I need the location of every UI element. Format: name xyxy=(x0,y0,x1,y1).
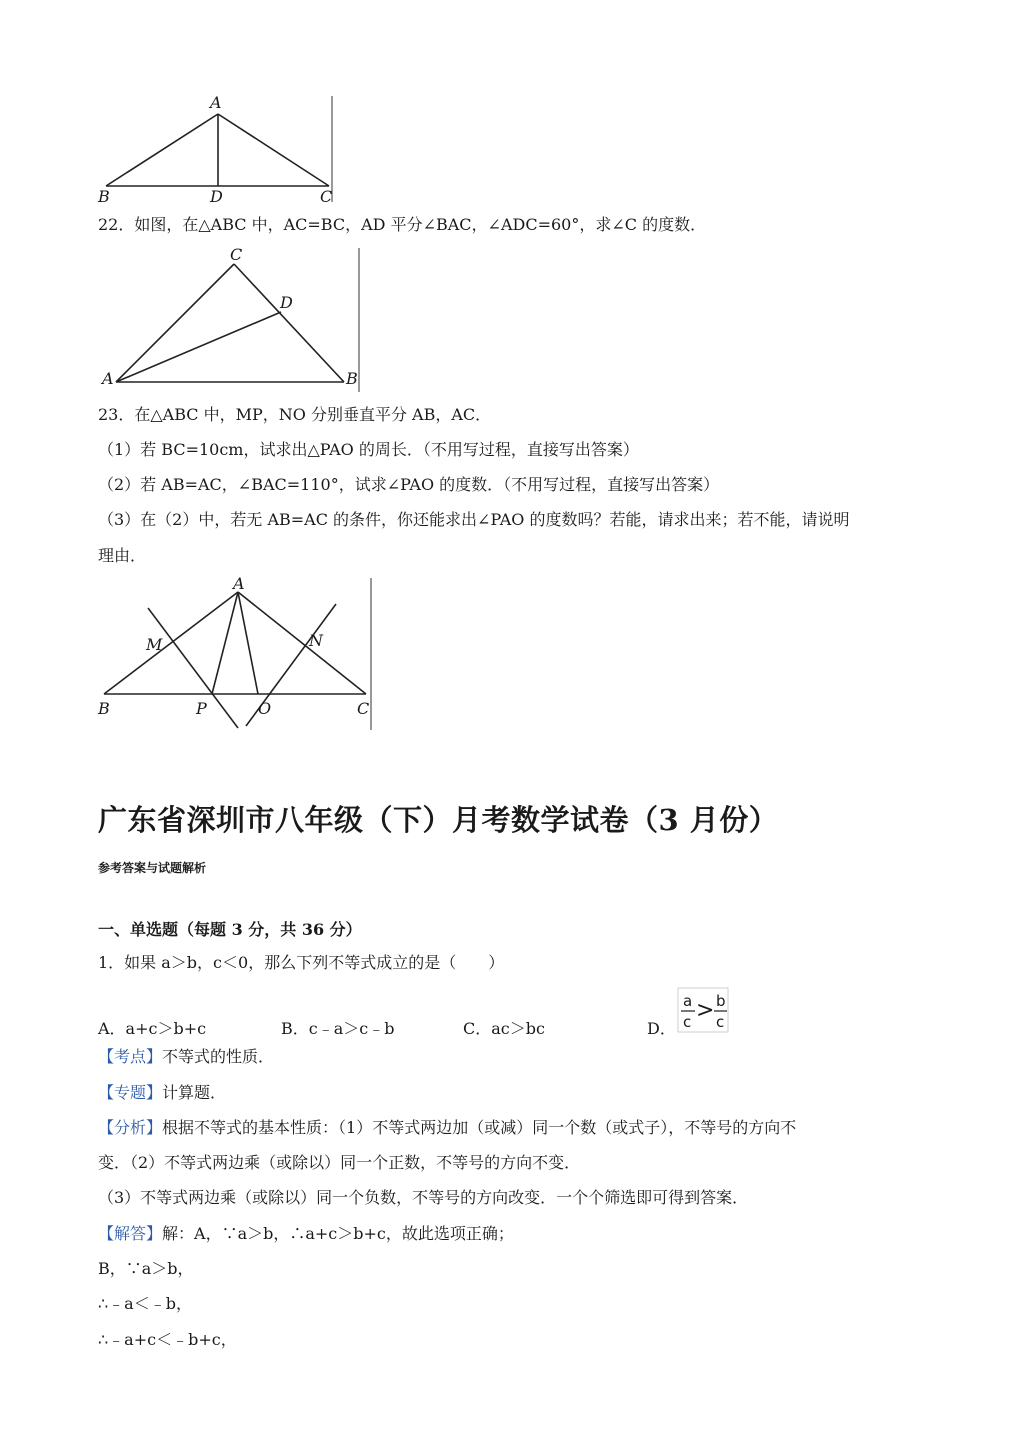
label-b: B xyxy=(346,369,358,388)
label-c: C xyxy=(320,187,333,204)
fenxi-text1: 根据不等式的基本性质：（1）不等式两边加（或减）同一个数（或式子），不等号的方向不 xyxy=(162,1118,797,1137)
figure-triangle-abd xyxy=(96,92,336,204)
fraction-denominator-a: c xyxy=(683,1013,692,1031)
option-c: C．ac＞bc xyxy=(463,1019,545,1038)
segment-ap xyxy=(212,592,238,694)
jieda-tag: 【解答】 xyxy=(98,1224,163,1243)
label-b: B xyxy=(98,699,110,718)
fraction-denominator-b: c xyxy=(716,1013,725,1031)
segment-ab xyxy=(106,114,218,186)
segment-ac xyxy=(218,114,329,186)
fenxi-line1 xyxy=(98,1117,796,1139)
figure-perpendicular-bisectors xyxy=(96,574,376,732)
kaodian-line xyxy=(98,1046,274,1068)
label-d: D xyxy=(210,187,223,204)
question-23-part2: （2）若 AB=AC，∠BAC=110°，试求∠PAO 的度数．（不用写过程，直接写出答案） xyxy=(98,475,720,494)
label-p: P xyxy=(196,699,207,718)
figure-triangle-acd xyxy=(96,244,364,394)
kaodian-text: 不等式的性质． xyxy=(162,1047,275,1066)
segment-cb xyxy=(234,264,344,382)
segment-ac xyxy=(238,592,366,694)
jieda-line3: ∴﹣a＜﹣b， xyxy=(98,1294,192,1313)
fraction-numerator-b: b xyxy=(716,992,726,1010)
zhuanti-text: 计算题． xyxy=(162,1083,227,1102)
label-d: D xyxy=(280,293,293,312)
jieda-line4: ∴﹣a+c＜﹣b+c， xyxy=(98,1330,237,1349)
segment-ad xyxy=(116,312,281,382)
segment-ab xyxy=(104,592,238,694)
jieda-line2: B，∵a＞b， xyxy=(98,1259,194,1278)
document-title: 广东省深圳市八年级（下）月考数学试卷（3 月份） xyxy=(98,803,779,837)
question-23-part1: （1）若 BC=10cm，试求出△PAO 的周长．（不用写过程，直接写出答案） xyxy=(98,440,639,459)
label-c: C xyxy=(357,699,370,718)
label-n: N xyxy=(309,631,323,650)
label-c: C xyxy=(230,245,243,264)
kaodian-tag: 【考点】 xyxy=(98,1047,163,1066)
label-b: B xyxy=(98,187,110,204)
jieda-line1 xyxy=(98,1223,514,1245)
option-d-fraction xyxy=(676,986,730,1034)
option-d-label: D． xyxy=(647,1019,676,1038)
fraction-numerator-a: a xyxy=(683,992,693,1010)
label-o: O xyxy=(258,699,272,718)
segment-ac xyxy=(116,264,234,382)
fenxi-tag: 【分析】 xyxy=(98,1118,163,1137)
document-subtitle: 参考答案与试题解析 xyxy=(98,861,207,875)
label-a: A xyxy=(102,369,114,388)
jieda-text1: 解：A，∵a＞b，∴a+c＞b+c，故此选项正确； xyxy=(162,1224,514,1243)
fenxi-line2: 变．（2）不等式两边乘（或除以）同一个正数，不等号的方向不变． xyxy=(98,1153,581,1172)
option-b: B．c﹣a＞c﹣b xyxy=(281,1019,395,1038)
label-a: A xyxy=(210,93,222,112)
option-a: A．a+c＞b+c xyxy=(98,1019,207,1038)
section-heading: 一、单选题（每题 3 分，共 36 分） xyxy=(98,920,362,939)
question-22: 22．如图，在△ABC 中，AC=BC，AD 平分∠BAC，∠ADC=60°，求∠C 的度数． xyxy=(98,215,707,234)
segment-ao xyxy=(238,592,258,694)
question-23-part3-line1: （3）在（2）中，若无 AB=AC 的条件，你还能求出∠PAO 的度数吗？若能，请求出来；若不能，请说明 xyxy=(98,510,850,529)
question-23-part3-line2: 理由． xyxy=(98,546,147,565)
label-a: A xyxy=(233,574,245,593)
zhuanti-tag: 【专题】 xyxy=(98,1083,163,1102)
zhuanti-line xyxy=(98,1082,226,1104)
fenxi-line3: （3）不等式两边乘（或除以）同一个负数，不等号的方向改变．一个个筛选即可得到答案． xyxy=(98,1188,749,1207)
label-m: M xyxy=(146,635,163,654)
greater-than-sign: > xyxy=(696,998,715,1023)
question-23-stem: 23．在△ABC 中，MP，NO 分别垂直平分 AB，AC． xyxy=(98,405,492,424)
question-1-stem: 1．如果 a＞b，c＜0，那么下列不等式成立的是（ ） xyxy=(98,953,505,972)
